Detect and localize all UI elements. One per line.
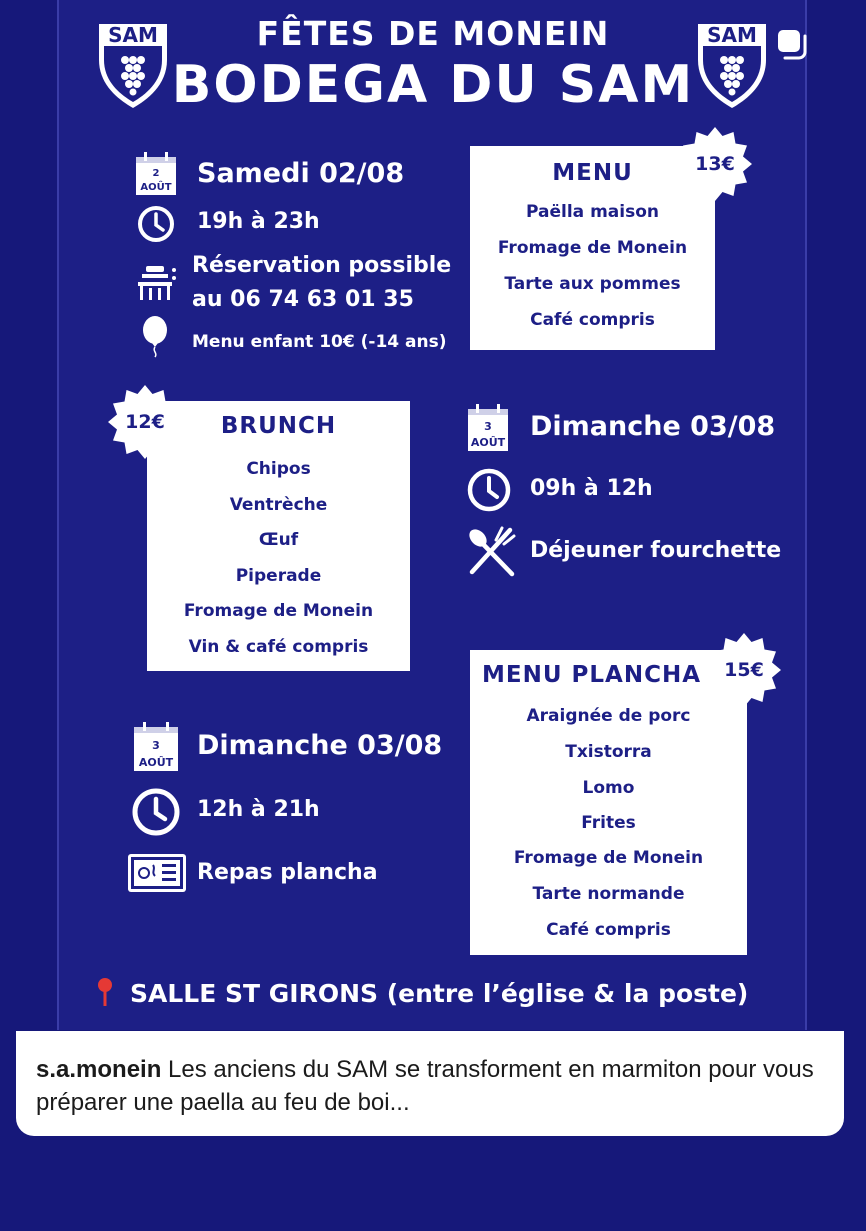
svg-text:AOÛT: AOÛT <box>470 436 506 449</box>
plancha-item: Tarte normande <box>532 884 685 904</box>
plancha-price-badge: 15€ <box>706 632 782 708</box>
clock-icon <box>137 205 175 243</box>
calendar-icon <box>467 404 509 452</box>
brunch-item: Ventrèche <box>229 495 328 515</box>
brunch-item: Fromage de Monein <box>183 601 374 621</box>
logo-text: SAM <box>707 23 757 47</box>
brunch-item: Vin & café compris <box>188 637 369 657</box>
post-caption[interactable] <box>16 1031 844 1136</box>
plancha-item: Lomo <box>582 778 635 798</box>
plancha-item: Fromage de Monein <box>513 848 704 868</box>
plancha-item: Araignée de porc <box>526 706 691 726</box>
reservation-line1: Réservation possible <box>192 253 452 278</box>
plancha-item: Frites <box>581 813 636 833</box>
plancha-title: MENU PLANCHA <box>482 662 702 688</box>
grill-plancha-icon <box>126 852 188 894</box>
fork-spoon-icon <box>466 526 516 578</box>
sunday-morning-meal: Déjeuner fourchette <box>530 538 782 563</box>
brunch-item: Œuf <box>258 530 299 550</box>
sunday-afternoon-hours: 12h à 21h <box>197 797 320 822</box>
clock-icon <box>466 467 512 513</box>
calendar-icon <box>135 152 177 196</box>
saturday-date: Samedi 02/08 <box>197 158 405 189</box>
saturday-hours: 19h à 23h <box>197 209 320 234</box>
caption-body: Les anciens du SAM se transforment en marmiton pour vous préparer une paella au feu de boi... <box>36 1056 814 1116</box>
menu-price-badge: 13€ <box>677 126 753 202</box>
location-text: SALLE ST GIRONS (entre l’église & la poste) <box>130 979 749 1008</box>
plancha-item: Txistorra <box>565 742 652 762</box>
brunch-card <box>147 401 410 671</box>
restaurant-table-icon <box>134 262 178 304</box>
brunch-title: BRUNCH <box>220 413 337 439</box>
svg-text:AOÛT: AOÛT <box>140 182 172 193</box>
brunch-item: Chipos <box>246 459 311 479</box>
reservation-phone: au 06 74 63 01 35 <box>192 287 414 312</box>
svg-text:2: 2 <box>152 168 160 179</box>
svg-text:AOÛT: AOÛT <box>138 756 174 769</box>
svg-text:3: 3 <box>152 739 160 752</box>
sunday-afternoon-date: Dimanche 03/08 <box>197 730 443 761</box>
menu-item: Tarte aux pommes <box>504 274 681 294</box>
plancha-item: Café compris <box>546 920 671 940</box>
calendar-icon <box>133 722 179 772</box>
location-pin-icon <box>97 977 113 1007</box>
caption-username[interactable]: s.a.monein <box>36 1056 162 1083</box>
sunday-morning-hours: 09h à 12h <box>530 476 653 501</box>
sunday-afternoon-meal: Repas plancha <box>197 860 378 885</box>
menu-title: MENU <box>552 160 633 186</box>
clock-icon <box>131 787 181 837</box>
svg-text:3: 3 <box>484 420 492 433</box>
balloon-icon <box>140 316 170 358</box>
header-title: BODEGA DU SAM <box>171 55 695 115</box>
kids-menu: Menu enfant 10€ (-14 ans) <box>192 332 447 352</box>
brunch-price-badge: 12€ <box>107 384 183 460</box>
brunch-item: Piperade <box>235 566 322 586</box>
logo-text: SAM <box>108 23 158 47</box>
menu-item: Fromage de Monein <box>497 238 688 258</box>
menu-item: Café compris <box>530 310 655 330</box>
caption-text <box>36 1053 826 1119</box>
header-subtitle: FÊTES DE MONEIN <box>256 14 610 53</box>
menu-item: Paëlla maison <box>526 202 659 222</box>
sunday-morning-date: Dimanche 03/08 <box>530 411 776 442</box>
